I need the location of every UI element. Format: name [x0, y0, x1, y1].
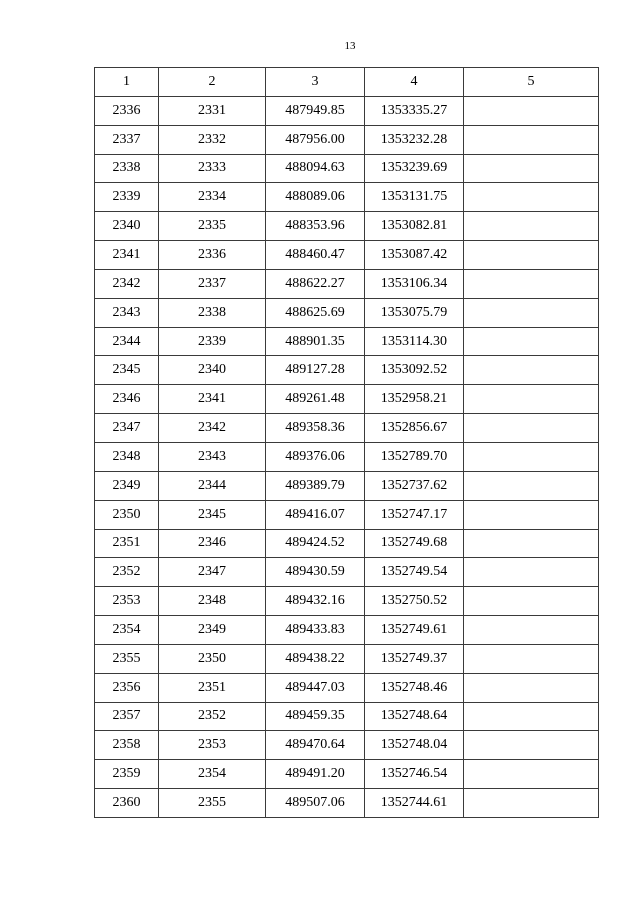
note-cell — [464, 269, 599, 298]
row-number-cell: 2339 — [95, 183, 159, 212]
x-coordinate-cell: 489507.06 — [266, 789, 365, 818]
column-header-3: 3 — [266, 68, 365, 97]
point-number-cell: 2355 — [159, 789, 266, 818]
x-coordinate-cell: 489376.06 — [266, 442, 365, 471]
x-coordinate-cell: 488460.47 — [266, 241, 365, 270]
note-cell — [464, 471, 599, 500]
note-cell — [464, 558, 599, 587]
x-coordinate-cell: 489470.64 — [266, 731, 365, 760]
point-number-cell: 2335 — [159, 212, 266, 241]
table-row — [95, 760, 599, 789]
row-number-cell: 2344 — [95, 327, 159, 356]
note-cell — [464, 789, 599, 818]
y-coordinate-cell: 1352749.37 — [365, 644, 464, 673]
column-header-5: 5 — [464, 68, 599, 97]
x-coordinate-cell: 489491.20 — [266, 760, 365, 789]
table-row — [95, 644, 599, 673]
point-number-cell: 2338 — [159, 298, 266, 327]
y-coordinate-cell: 1352748.64 — [365, 702, 464, 731]
point-number-cell: 2345 — [159, 500, 266, 529]
y-coordinate-cell: 1353082.81 — [365, 212, 464, 241]
x-coordinate-cell: 489127.28 — [266, 356, 365, 385]
x-coordinate-cell: 489358.36 — [266, 414, 365, 443]
note-cell — [464, 760, 599, 789]
row-number-cell: 2355 — [95, 644, 159, 673]
note-cell — [464, 500, 599, 529]
table-body — [95, 96, 599, 817]
y-coordinate-cell: 1352749.68 — [365, 529, 464, 558]
point-number-cell: 2342 — [159, 414, 266, 443]
row-number-cell: 2348 — [95, 442, 159, 471]
column-header-1: 1 — [95, 68, 159, 97]
y-coordinate-cell: 1352744.61 — [365, 789, 464, 818]
y-coordinate-cell: 1352737.62 — [365, 471, 464, 500]
y-coordinate-cell: 1353232.28 — [365, 125, 464, 154]
table-row — [95, 327, 599, 356]
table-row — [95, 183, 599, 212]
y-coordinate-cell: 1352856.67 — [365, 414, 464, 443]
point-number-cell: 2350 — [159, 644, 266, 673]
note-cell — [464, 385, 599, 414]
x-coordinate-cell: 489389.79 — [266, 471, 365, 500]
x-coordinate-cell: 489416.07 — [266, 500, 365, 529]
point-number-cell: 2348 — [159, 587, 266, 616]
row-number-cell: 2347 — [95, 414, 159, 443]
x-coordinate-cell: 489261.48 — [266, 385, 365, 414]
point-number-cell: 2352 — [159, 702, 266, 731]
row-number-cell: 2340 — [95, 212, 159, 241]
x-coordinate-cell: 489430.59 — [266, 558, 365, 587]
y-coordinate-cell: 1352747.17 — [365, 500, 464, 529]
table-row — [95, 558, 599, 587]
note-cell — [464, 298, 599, 327]
note-cell — [464, 212, 599, 241]
note-cell — [464, 183, 599, 212]
table-row — [95, 529, 599, 558]
table-row — [95, 356, 599, 385]
point-number-cell: 2334 — [159, 183, 266, 212]
x-coordinate-cell: 487949.85 — [266, 96, 365, 125]
row-number-cell: 2338 — [95, 154, 159, 183]
point-number-cell: 2344 — [159, 471, 266, 500]
note-cell — [464, 154, 599, 183]
row-number-cell: 2359 — [95, 760, 159, 789]
column-header-2: 2 — [159, 68, 266, 97]
point-number-cell: 2333 — [159, 154, 266, 183]
table-row — [95, 269, 599, 298]
table-row — [95, 385, 599, 414]
point-number-cell: 2349 — [159, 616, 266, 645]
x-coordinate-cell: 489447.03 — [266, 673, 365, 702]
row-number-cell: 2342 — [95, 269, 159, 298]
y-coordinate-cell: 1352958.21 — [365, 385, 464, 414]
note-cell — [464, 673, 599, 702]
row-number-cell: 2336 — [95, 96, 159, 125]
table-row — [95, 212, 599, 241]
y-coordinate-cell: 1352750.52 — [365, 587, 464, 616]
x-coordinate-cell: 488622.27 — [266, 269, 365, 298]
row-number-cell: 2341 — [95, 241, 159, 270]
row-number-cell: 2346 — [95, 385, 159, 414]
table-row — [95, 241, 599, 270]
point-number-cell: 2351 — [159, 673, 266, 702]
row-number-cell: 2360 — [95, 789, 159, 818]
y-coordinate-cell: 1352789.70 — [365, 442, 464, 471]
y-coordinate-cell: 1353106.34 — [365, 269, 464, 298]
table-row — [95, 702, 599, 731]
y-coordinate-cell: 1353114.30 — [365, 327, 464, 356]
point-number-cell: 2336 — [159, 241, 266, 270]
table-row — [95, 125, 599, 154]
row-number-cell: 2337 — [95, 125, 159, 154]
point-number-cell: 2337 — [159, 269, 266, 298]
point-number-cell: 2341 — [159, 385, 266, 414]
note-cell — [464, 702, 599, 731]
page-number: 13 — [344, 40, 356, 52]
note-cell — [464, 731, 599, 760]
y-coordinate-cell: 1352749.54 — [365, 558, 464, 587]
point-number-cell: 2347 — [159, 558, 266, 587]
x-coordinate-cell: 489433.83 — [266, 616, 365, 645]
y-coordinate-cell: 1353335.27 — [365, 96, 464, 125]
table-row — [95, 154, 599, 183]
note-cell — [464, 529, 599, 558]
table-header-row — [95, 68, 599, 97]
point-number-cell: 2332 — [159, 125, 266, 154]
table-row — [95, 414, 599, 443]
note-cell — [464, 587, 599, 616]
table-row — [95, 96, 599, 125]
y-coordinate-cell: 1352748.04 — [365, 731, 464, 760]
row-number-cell: 2357 — [95, 702, 159, 731]
point-number-cell: 2331 — [159, 96, 266, 125]
row-number-cell: 2345 — [95, 356, 159, 385]
y-coordinate-cell: 1353239.69 — [365, 154, 464, 183]
note-cell — [464, 356, 599, 385]
row-number-cell: 2343 — [95, 298, 159, 327]
note-cell — [464, 327, 599, 356]
row-number-cell: 2351 — [95, 529, 159, 558]
point-number-cell: 2343 — [159, 442, 266, 471]
y-coordinate-cell: 1352749.61 — [365, 616, 464, 645]
table-row — [95, 500, 599, 529]
table-row — [95, 298, 599, 327]
y-coordinate-cell: 1352748.46 — [365, 673, 464, 702]
point-number-cell: 2339 — [159, 327, 266, 356]
table-row — [95, 587, 599, 616]
table-row — [95, 471, 599, 500]
x-coordinate-cell: 489432.16 — [266, 587, 365, 616]
x-coordinate-cell: 487956.00 — [266, 125, 365, 154]
row-number-cell: 2353 — [95, 587, 159, 616]
point-number-cell: 2346 — [159, 529, 266, 558]
note-cell — [464, 125, 599, 154]
y-coordinate-cell: 1353092.52 — [365, 356, 464, 385]
x-coordinate-cell: 488901.35 — [266, 327, 365, 356]
note-cell — [464, 414, 599, 443]
y-coordinate-cell: 1352746.54 — [365, 760, 464, 789]
coordinates-table — [94, 67, 599, 818]
note-cell — [464, 96, 599, 125]
table-row — [95, 616, 599, 645]
table-row — [95, 731, 599, 760]
table-row — [95, 442, 599, 471]
table-row — [95, 789, 599, 818]
x-coordinate-cell: 488353.96 — [266, 212, 365, 241]
row-number-cell: 2352 — [95, 558, 159, 587]
row-number-cell: 2356 — [95, 673, 159, 702]
note-cell — [464, 442, 599, 471]
point-number-cell: 2354 — [159, 760, 266, 789]
row-number-cell: 2358 — [95, 731, 159, 760]
row-number-cell: 2350 — [95, 500, 159, 529]
y-coordinate-cell: 1353087.42 — [365, 241, 464, 270]
x-coordinate-cell: 488625.69 — [266, 298, 365, 327]
row-number-cell: 2349 — [95, 471, 159, 500]
table-row — [95, 673, 599, 702]
y-coordinate-cell: 1353075.79 — [365, 298, 464, 327]
point-number-cell: 2353 — [159, 731, 266, 760]
point-number-cell: 2340 — [159, 356, 266, 385]
note-cell — [464, 616, 599, 645]
row-number-cell: 2354 — [95, 616, 159, 645]
y-coordinate-cell: 1353131.75 — [365, 183, 464, 212]
x-coordinate-cell: 489438.22 — [266, 644, 365, 673]
note-cell — [464, 644, 599, 673]
x-coordinate-cell: 488089.06 — [266, 183, 365, 212]
x-coordinate-cell: 488094.63 — [266, 154, 365, 183]
x-coordinate-cell: 489424.52 — [266, 529, 365, 558]
x-coordinate-cell: 489459.35 — [266, 702, 365, 731]
note-cell — [464, 241, 599, 270]
column-header-4: 4 — [365, 68, 464, 97]
